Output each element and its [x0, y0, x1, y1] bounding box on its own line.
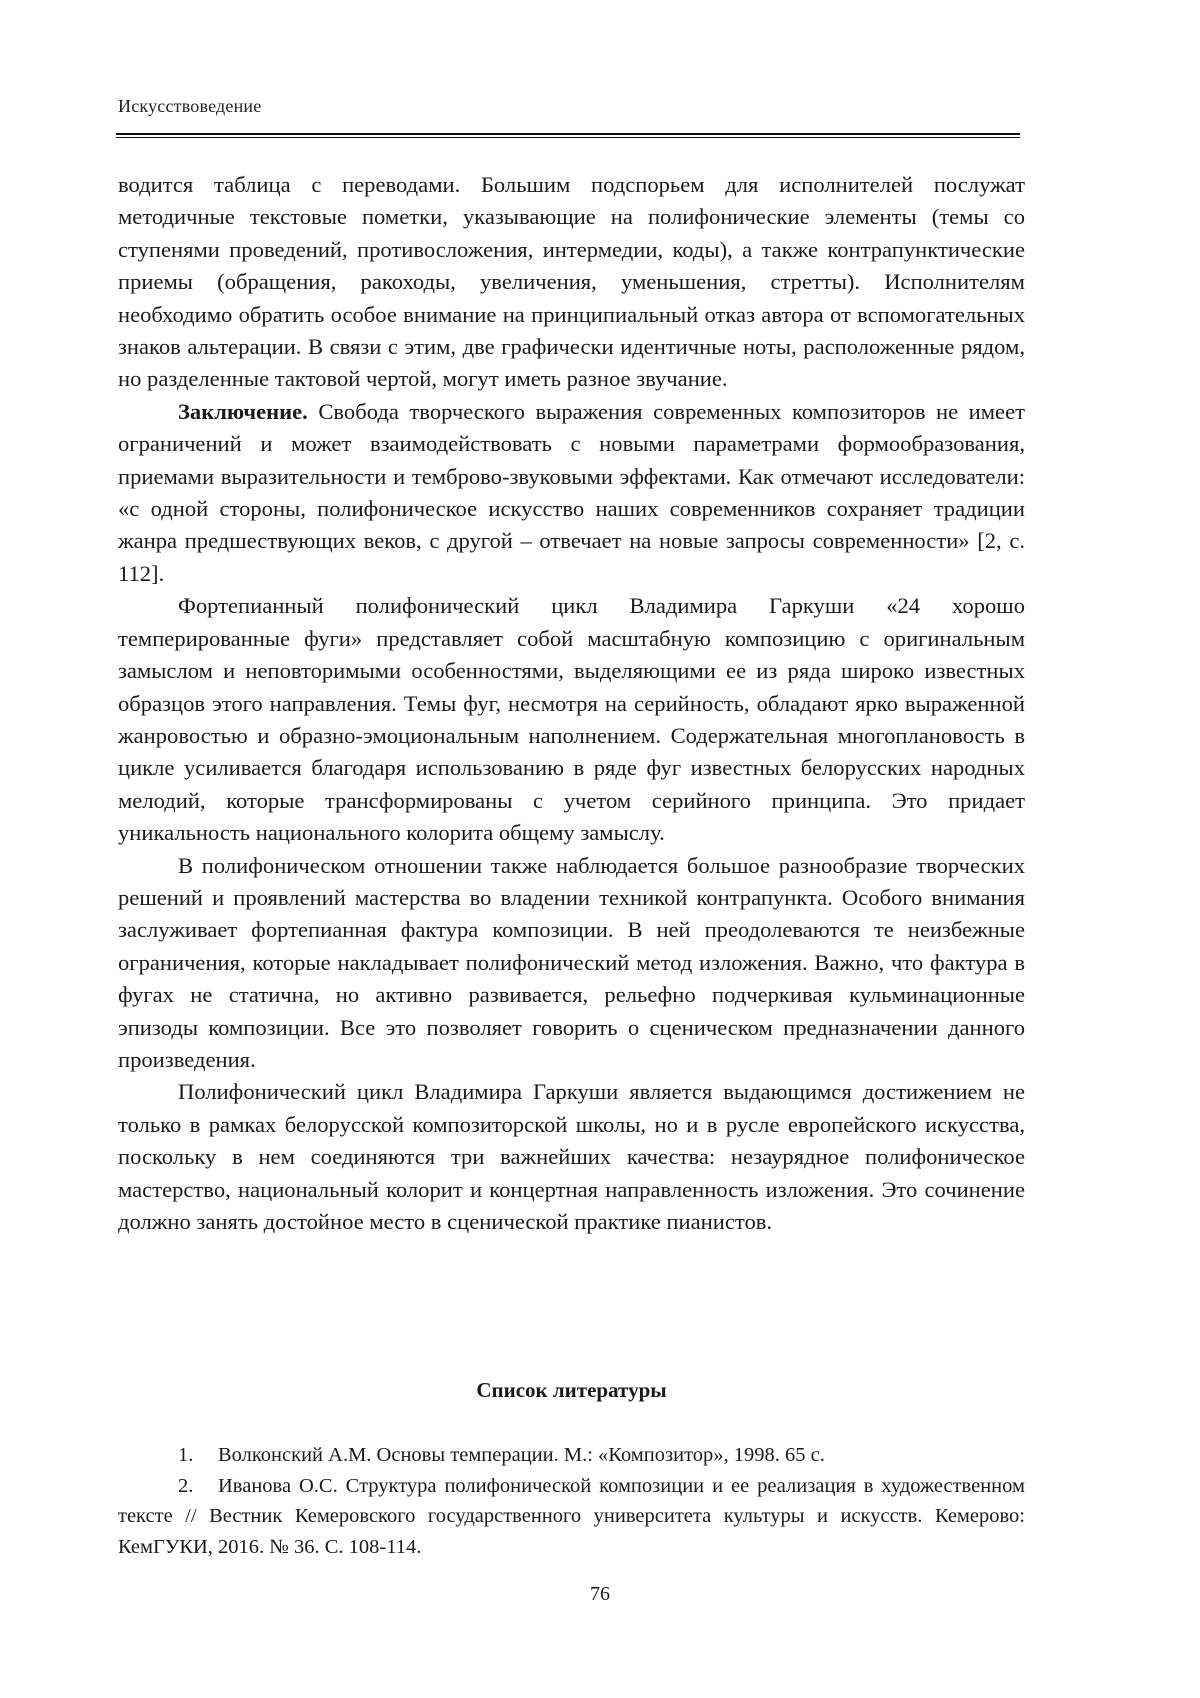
reference-number: 1. — [178, 1444, 194, 1466]
reference-text: Волконский А.М. Основы темперации. М.: «Композитор», 1998. 65 с. — [218, 1444, 825, 1466]
header-double-rule — [116, 133, 1020, 138]
paragraph-conclusion — [118, 396, 1025, 590]
page-number: 76 — [590, 1583, 610, 1605]
references-heading: Список литературы — [476, 1378, 667, 1402]
reference-text: Иванова О.С. Структура полифонической композиции и ее реализация в художественном тексте // Вестник Кемеровского государственного университета культуры и искусств. Кемерово: КемГУКИ, 2016. № 36. С. 108-114. — [118, 1474, 1025, 1558]
paragraph-polyphonic-aspects: В полифоническом отношении также наблюдается большое разнообразие творческих решений и проявлений мастерства во владении техникой контрапункта. Особого внимания заслуживает фортепианная фактура композиции. В ней преодолеваются те неизбежные ограничения, которые накладывает полифонический метод изложения. Важно, что фактура в фугах не статична, но активно развивается, рельефно подчеркивая кульминационные эпизоды композиции. Все это позволяет говорить о сценическом предназначении данного произведения. — [118, 852, 1025, 1072]
reference-number: 2. — [178, 1474, 194, 1497]
conclusion-text: Свобода творческого выражения современных композиторов не имеет ограничений и может взаимодействовать с новыми параметрами формообразования, приемами выразительности и темброво-звуковыми эффектами. Как отмечают исследователи: «с одной стороны, полифоническое искусство наших современников сохраняет традиции жанра предшествующих веков, с другой – отвечает на новые запросы современности» [2, с. 112]. — [118, 398, 1025, 586]
running-header: Искусствоведение — [118, 96, 262, 116]
paragraph-continuation: водится таблица с переводами. Большим подспорьем для исполнителей послужат методичные текстовые пометки, указывающие на полифонические элементы (темы со ступенями проведений, противосложения, интермедии, коды), а также контрапунктические приемы (обращения, ракоходы, увеличения, уменьшения, стретты). Исполнителям необходимо обратить особое внимание на принципиальный отказ автора от вспомогательных знаков альтерации. В связи с этим, две графически идентичные ноты, расположенные рядом, но разделенные тактовой чертой, могут иметь разное звучание. — [118, 172, 1025, 392]
paragraph-final-assessment: Полифонический цикл Владимира Гаркуши является выдающимся достижением не только в рамках белорусской композиторской школы, но и в русле европейского искусства, поскольку в нем соединяются три важнейших качества: незаурядное полифоническое мастерство, национальный колорит и концертная направленность изложения. Это сочинение должно занять достойное место в сценической практике пианистов. — [118, 1079, 1025, 1234]
conclusion-label: Заключение. — [178, 398, 308, 424]
reference-item — [118, 1471, 1025, 1563]
reference-item — [118, 1440, 1025, 1471]
references-list — [118, 1440, 1025, 1562]
paragraph-cycle-description: Фортепианный полифонический цикл Владимира Гаркуши «24 хорошо темперированные фуги» представляет собой масштабную композицию с оригинальным замыслом и неповторимыми особенностями, выделяющими ее из ряда широко известных образцов этого направления. Темы фуг, несмотря на серийность, обладают ярко выраженной жанровостью и образно-эмоциональным наполнением. Содержательная многоплановость в цикле усиливается благодаря использованию в ряде фуг известных белорусских народных мелодий, которые трансформированы с учетом серийного принципа. Это придает уникальность национального колорита общему замыслу. — [118, 593, 1025, 846]
article-body — [118, 169, 1025, 1238]
